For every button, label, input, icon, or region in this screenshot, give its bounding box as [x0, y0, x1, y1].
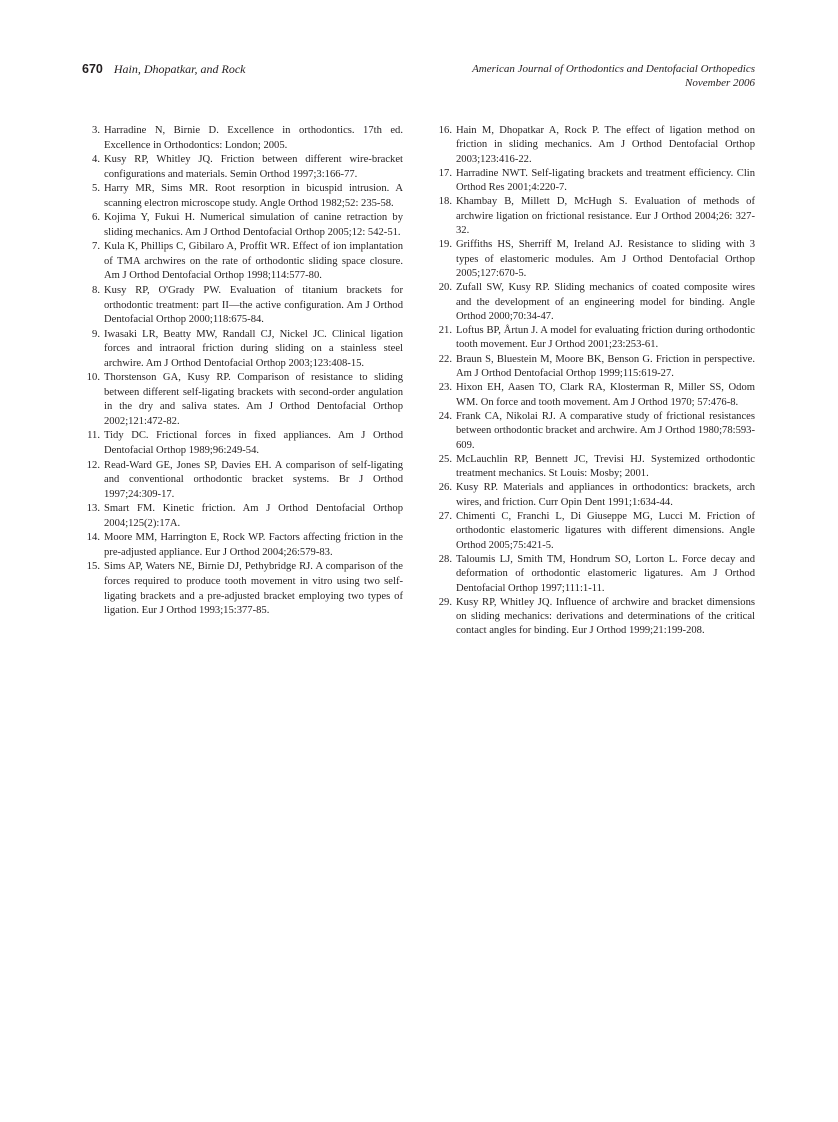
references-left-column: [86, 124, 403, 619]
reference-text: Hixon EH, Aasen TO, Clark RA, Klosterman R, Miller SS, Odom WM. On force and tooth movement. Am J Orthod 1970; 57:476-8.: [456, 382, 755, 408]
reference-item: [438, 510, 755, 553]
reference-number: 12.: [86, 459, 100, 471]
reference-text: McLauchlin RP, Bennett JC, Trevisi HJ. Systemized orthodontic treatment mechanics. St Louis: Mosby; 2001.: [456, 453, 755, 480]
reference-number: 10.: [86, 372, 100, 384]
reference-text: Kusy RP, O'Grady PW. Evaluation of titanium brackets for orthodontic treatment: part II—the active configuration. Am J Orthod Dentofacial Orthop 2000;118:675-84.: [104, 285, 403, 326]
reference-item: [438, 381, 755, 410]
journal-title: American Journal of Orthodontics and Dentofacial Orthopedics: [472, 63, 755, 75]
reference-item: [438, 410, 755, 453]
reference-text: Frank CA, Nikolai RJ. A comparative study of frictional resistances between orthodontic bracket and archwire. Am J Orthod 1980;78:593-609.: [456, 410, 755, 451]
page-number: 670: [82, 62, 103, 76]
reference-item: [438, 167, 755, 196]
reference-item: [438, 453, 755, 482]
reference-item: [86, 531, 403, 560]
reference-number: 3.: [92, 125, 100, 136]
reference-item: [438, 553, 755, 596]
reference-item: [86, 560, 403, 618]
reference-number: 14.: [86, 532, 100, 544]
reference-text: Moore MM, Harrington E, Rock WP. Factors affecting friction in the pre-adjusted appliance. Eur J Orthod 2004;26:579-83.: [104, 532, 403, 558]
reference-number: 28.: [438, 553, 452, 565]
reference-text: Hain M, Dhopatkar A, Rock P. The effect of ligation method on friction in sliding mechanics. Am J Orthod Dentofacial Orthop 2003;123:416-22.: [456, 125, 755, 165]
reference-number: 16.: [438, 125, 452, 136]
reference-number: 25.: [438, 453, 452, 465]
reference-text: Zufall SW, Kusy RP. Sliding mechanics of coated composite wires and the development of an engineering model for binding. Angle Orthod 2000;70:34-47.: [456, 282, 755, 322]
reference-text: Khambay B, Millett D, McHugh S. Evaluation of methods of archwire ligation on frictional resistance. Eur J Orthod 2004;26: 327-32.: [456, 196, 755, 237]
reference-item: [87, 429, 403, 458]
reference-text: Iwasaki LR, Beatty MW, Randall CJ, Nickel JC. Clinical ligation forces and intraoral friction during sliding on a stainless steel archwire. Am J Orthod Dentofacial Orthop 2003;123:408-15.: [104, 328, 403, 369]
reference-item: [86, 502, 403, 531]
reference-text: Kusy RP, Whitley JQ. Influence of archwire and bracket dimensions on sliding mechanics: derivations and determinations of the critical contact angles for binding. Eur J Orthod 1999;21:199-208.: [456, 596, 755, 637]
reference-item: [92, 284, 403, 328]
reference-text: Kojima Y, Fukui H. Numerical simulation of canine retraction by sliding mechanics. Am J Orthod Dentofacial Orthop 2005;12: 542-51.: [104, 212, 403, 238]
reference-item: [438, 281, 755, 324]
reference-item: [92, 182, 403, 211]
reference-text: Sims AP, Waters NE, Birnie DJ, Pethybridge RJ. A comparison of the forces required to produce tooth movement in vitro using two self-ligating brackets and a pre-adjusted bracket employing two types of ligation. Eur J Orthod 1993;15:377-85.: [104, 561, 403, 617]
reference-item: [438, 124, 755, 167]
reference-number: 26.: [438, 482, 452, 494]
reference-item: [438, 481, 755, 510]
reference-number: 21.: [438, 325, 452, 337]
reference-number: 27.: [438, 511, 452, 523]
reference-item: [86, 459, 403, 503]
reference-item: [92, 240, 403, 284]
reference-text: Harradine NWT. Self-ligating brackets and treatment efficiency. Clin Orthod Res 2001;4:220-7.: [456, 167, 755, 194]
reference-number: 11.: [87, 430, 100, 442]
reference-text: Kula K, Phillips C, Gibilaro A, Proffit WR. Effect of ion implantation of TMA archwires on the rate of orthodontic sliding space closure. Am J Orthod Dentofacial Orthop 1998;114:577-80.: [104, 241, 403, 282]
running-header-right: [472, 62, 755, 90]
reference-number: 19.: [438, 239, 452, 251]
reference-item: [438, 195, 755, 238]
reference-item: [438, 324, 755, 353]
reference-number: 4.: [92, 154, 100, 166]
reference-number: 29.: [438, 596, 452, 608]
reference-number: 9.: [92, 328, 100, 340]
reference-item: [92, 211, 403, 240]
reference-text: Taloumis LJ, Smith TM, Hondrum SO, Lorton L. Force decay and deformation of orthodontic elastomeric ligatures. Am J Orthod Dentofacial Orthop 1997;111:1-11.: [456, 553, 755, 594]
reference-number: 20.: [438, 282, 452, 294]
reference-item: [92, 153, 403, 182]
reference-item: [438, 596, 755, 639]
reference-text: Loftus BP, Årtun J. A model for evaluating friction during orthodontic tooth movement. Eur J Orthod 2001;23:253-61.: [456, 325, 755, 351]
reference-number: 22.: [438, 353, 452, 365]
reference-text: Braun S, Bluestein M, Moore BK, Benson G. Friction in perspective. Am J Orthod Dentofacial Orthop 1999;115:619-27.: [456, 353, 755, 380]
reference-text: Thorstenson GA, Kusy RP. Comparison of resistance to sliding between different self-ligating brackets with second-order angulation in the dry and saliva states. Am J Orthod Dentofacial Orthop 2002;121:472-82.: [104, 372, 403, 427]
reference-item: [438, 238, 755, 281]
reference-text: Read-Ward GE, Jones SP, Davies EH. A comparison of self-ligating and conventional orthodontic bracket systems. Br J Orthod 1997;24:309-17.: [104, 459, 403, 500]
reference-text: Tidy DC. Frictional forces in fixed appliances. Am J Orthod Dentofacial Orthop 1989;96:249-54.: [104, 430, 403, 457]
reference-number: 5.: [92, 183, 100, 195]
reference-number: 24.: [438, 410, 452, 422]
reference-number: 18.: [438, 196, 452, 208]
reference-text: Chimenti C, Franchi L, Di Giuseppe MG, Lucci M. Friction of orthodontic elastomeric ligatures with different dimensions. Angle Orthod 2005;75:421-5.: [456, 511, 755, 551]
running-authors: Hain, Dhopatkar, and Rock: [113, 62, 246, 76]
reference-item: [92, 124, 403, 153]
reference-text: Harradine N, Birnie D. Excellence in orthodontics. 17th ed. Excellence in Orthodontics: London; 2005.: [104, 125, 403, 151]
running-header-left: [82, 62, 246, 77]
reference-number: 8.: [92, 285, 100, 297]
reference-text: Harry MR, Sims MR. Root resorption in bicuspid intrusion. A scanning electron microscope study. Angle Orthod 1982;52: 235-58.: [104, 183, 403, 209]
reference-number: 23.: [438, 382, 452, 394]
reference-number: 6.: [92, 212, 100, 224]
reference-text: Griffiths HS, Sherriff M, Ireland AJ. Resistance to sliding with 3 types of elastomeric modules. Am J Orthod Dentofacial Orthop 2005;127:670-5.: [456, 239, 755, 279]
reference-number: 7.: [92, 241, 100, 253]
reference-text: Smart FM. Kinetic friction. Am J Orthod Dentofacial Orthop 2004;125(2):17A.: [104, 503, 403, 529]
reference-number: 17.: [438, 167, 452, 179]
reference-item: [86, 371, 403, 429]
reference-number: 13.: [86, 503, 100, 515]
issue-date: November 2006: [685, 77, 755, 89]
reference-item: [92, 328, 403, 372]
reference-text: Kusy RP, Whitley JQ. Friction between different wire-bracket configurations and materials. Semin Orthod 1997;3:166-77.: [104, 154, 403, 180]
references-right-column: [438, 124, 755, 639]
reference-item: [438, 353, 755, 382]
reference-text: Kusy RP. Materials and appliances in orthodontics: brackets, arch wires, and friction. Curr Opin Dent 1991;1:634-44.: [456, 482, 755, 508]
reference-number: 15.: [86, 561, 100, 573]
